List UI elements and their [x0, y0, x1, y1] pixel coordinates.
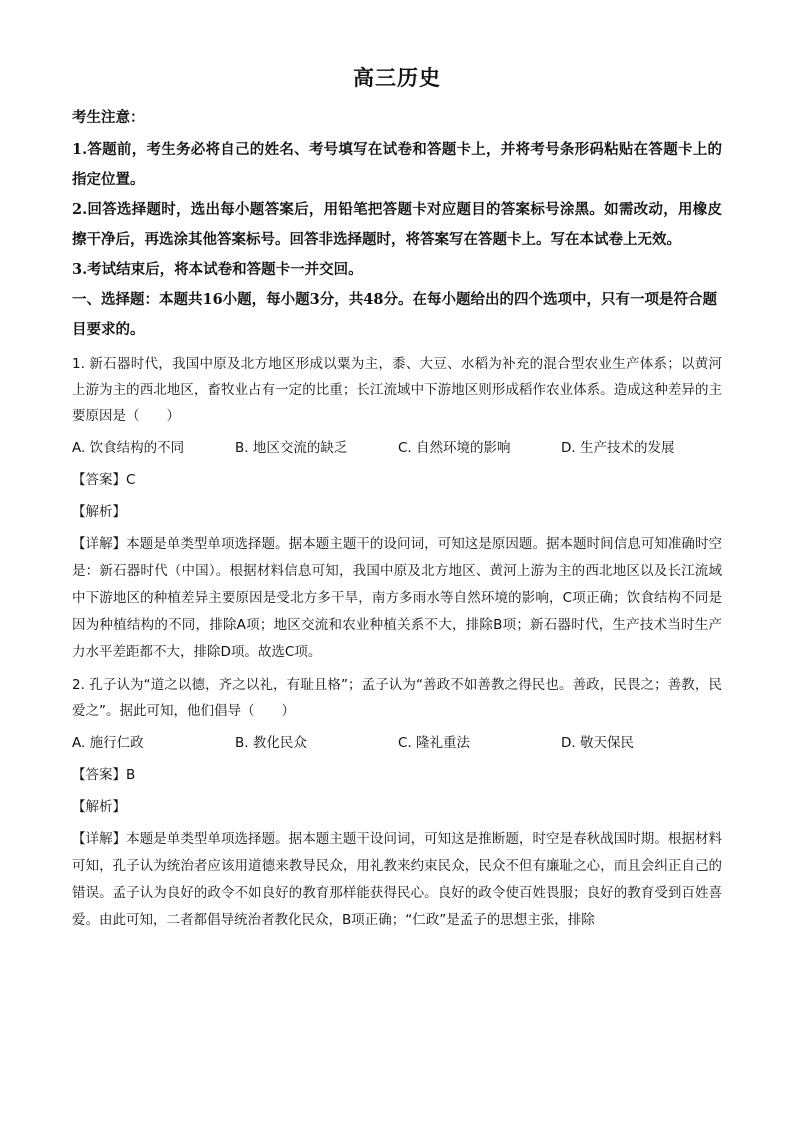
question-stem: 2. 孔子认为“道之以德，齐之以礼，有耻且格”；孟子认为“善政不如善教之得民也。善政，民畏之；善教，民爱之”。据此可知，他们倡导（ ）	[72, 677, 722, 719]
answer-label: 【答案】B	[72, 767, 136, 783]
section-heading: 一、选择题：本题共16小题，每小题3分，共48分。在每小题给出的四个选项中，只有一项是符合题目要求的。	[72, 291, 717, 338]
analysis-detail: 【详解】本题是单类型单项选择题。据本题主题干的设问词，可知这是原因题。据本题时间信息可知准确时空是：新石器时代（中国）。根据材料信息可知，我国中原及北方地区、黄河上游为主的西北地区以及长江流域中下游地区的种植差异主要原因是受北方多干旱，南方多雨水等自然环境的影响，C项正确；饮食结构不同是因为种植结构的不同，排除A项；地区交流和农业种植关系不大，排除B项；新石器时代，生产技术当时生产力水平差距都不大，排除D项。故选C项。	[72, 536, 722, 660]
option-list	[72, 730, 722, 756]
option-a: A. 施行仁政	[72, 735, 144, 751]
notice-item-1: 1.答题前，考生务必将自己的姓名、考号填写在试卷和答题卡上，并将考号条形码粘贴在答题卡上的指定位置。	[72, 141, 722, 188]
option-b: B. 地区交流的缺乏	[235, 440, 348, 456]
option-b: B. 教化民众	[235, 735, 307, 751]
question-2	[72, 672, 722, 934]
notice-heading: 考生注意：	[72, 109, 145, 126]
option-list	[72, 435, 722, 461]
notice-item-2: 2.回答选择题时，选出每小题答案后，用铅笔把答题卡对应题目的答案标号涂黑。如需改动，用橡皮擦干净后，再选涂其他答案标号。回答非选择题时，将答案写在答题卡上。写在本试卷上无效。	[72, 201, 722, 248]
option-d: D. 生产技术的发展	[561, 440, 675, 456]
option-a: A. 饮食结构的不同	[72, 440, 185, 456]
option-c: C. 隆礼重法	[398, 735, 471, 751]
option-c: C. 自然环境的影响	[398, 440, 511, 456]
exam-page	[72, 62, 722, 940]
notice-block	[72, 106, 722, 285]
option-d: D. 敬天保民	[561, 735, 634, 751]
question-stem: 1. 新石器时代，我国中原及北方地区形成以粟为主，黍、大豆、水稻为补充的混合型农业生产体系；以黄河上游为主的西北地区，畜牧业占有一定的比重；长江流域中下游地区则形成稻作农业体系。造成这种差异的主要原因是（ ）	[72, 356, 722, 424]
analysis-label: 【解析】	[72, 504, 126, 520]
question-1	[72, 351, 722, 666]
analysis-label: 【解析】	[72, 799, 126, 815]
analysis-detail: 【详解】本题是单类型单项选择题。据本题主题干设问词，可知这是推断题，时空是春秋战国时期。根据材料可知，孔子认为统治者应该用道德来教导民众，用礼教来约束民众，民众不但有廉耻之心，而且会纠正自己的错误。孟子认为良好的政令不如良好的教育那样能获得民心。良好的政令使百姓畏服；良好的教育受到百姓喜爱。由此可知，二者都倡导统治者教化民众，B项正确；“仁政”是孟子的思想主张，排除	[72, 831, 722, 928]
notice-item-3: 3.考试结束后，将本试卷和答题卡一并交回。	[72, 261, 363, 278]
answer-label: 【答案】C	[72, 472, 136, 488]
page-title: 高三历史	[353, 65, 441, 90]
